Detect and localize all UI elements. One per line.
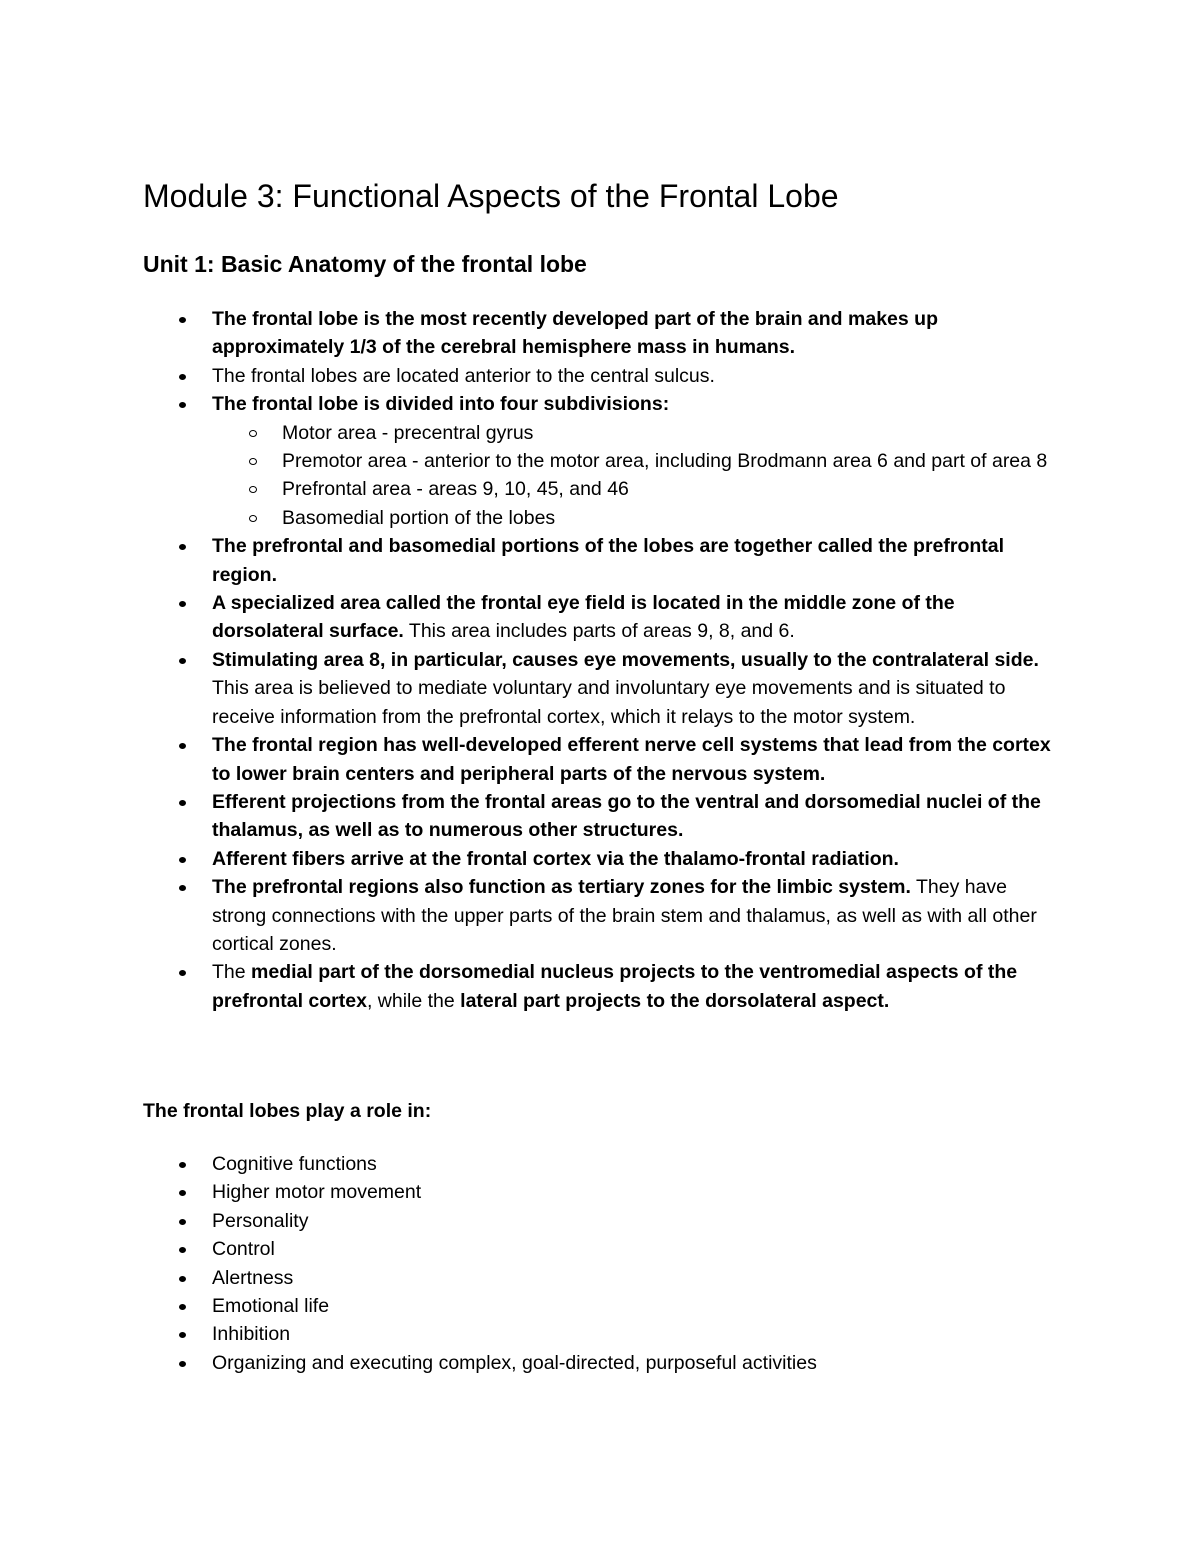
bullet-icon xyxy=(179,743,186,749)
roles-heading: The frontal lobes play a role in: xyxy=(143,1100,432,1122)
bullet-icon xyxy=(179,1162,186,1168)
list-item xyxy=(143,1292,1063,1320)
sub-list-item-text: Motor area - precentral gyrus xyxy=(282,421,534,444)
anatomy-bullet-list xyxy=(143,305,1063,1015)
unit-heading: Unit 1: Basic Anatomy of the frontal lobe xyxy=(143,251,587,277)
sub-list-item-text: Prefrontal area - areas 9, 10, 45, and 46 xyxy=(282,478,629,501)
bullet-icon xyxy=(179,374,186,380)
list-item xyxy=(143,845,1063,873)
list-item xyxy=(143,390,1063,418)
list-item-text: Control xyxy=(212,1238,275,1261)
hollow-bullet-icon xyxy=(249,486,257,493)
list-item xyxy=(143,1320,1063,1348)
bullet-icon xyxy=(179,658,186,664)
hollow-bullet-icon xyxy=(249,458,257,465)
list-item-text: Emotional life xyxy=(212,1295,330,1318)
list-item-text: Organizing and executing complex, goal-directed, purposeful activities xyxy=(212,1351,817,1374)
roles-bullet-list xyxy=(143,1150,1063,1377)
list-item-text: The prefrontal and basomedial portions of the lobes are together called the prefrontal region. xyxy=(212,535,1005,586)
sub-list-item xyxy=(143,504,1063,532)
bullet-icon xyxy=(179,402,186,408)
list-item xyxy=(143,305,1063,362)
list-item-text: Inhibition xyxy=(212,1323,291,1346)
bullet-icon xyxy=(179,601,186,607)
bullet-icon xyxy=(179,970,186,976)
list-item-text: Efferent projections from the frontal areas go to the ventral and dorsomedial nuclei of the thalamus, as well as to numerous other structures. xyxy=(212,790,1041,842)
list-item xyxy=(143,646,1063,731)
sub-list-item xyxy=(143,475,1063,503)
list-item xyxy=(143,532,1063,589)
list-item-text: The frontal lobe is divided into four subdivisions: xyxy=(212,393,670,416)
list-item xyxy=(143,1207,1063,1235)
bullet-icon xyxy=(179,1276,186,1282)
list-item xyxy=(143,589,1063,646)
bullet-icon xyxy=(179,885,186,891)
bullet-icon xyxy=(179,1361,186,1367)
list-item-text: Alertness xyxy=(212,1266,294,1289)
list-item xyxy=(143,1349,1063,1377)
list-item-text: Afferent fibers arrive at the frontal cortex via the thalamo-frontal radiation. xyxy=(212,847,899,870)
list-item-text: Personality xyxy=(212,1209,309,1232)
bullet-icon xyxy=(179,857,186,863)
list-item-text: The frontal lobe is the most recently developed part of the brain and makes up approximately 1/3 of the cerebral hemisphere mass in humans. xyxy=(212,308,938,359)
hollow-bullet-icon xyxy=(249,430,257,437)
list-item xyxy=(143,1178,1063,1206)
list-item xyxy=(143,362,1063,390)
bullet-icon xyxy=(179,1304,186,1310)
list-item xyxy=(143,1150,1063,1178)
list-item xyxy=(143,873,1063,958)
list-item xyxy=(143,1235,1063,1263)
bullet-icon xyxy=(179,1247,186,1253)
list-item xyxy=(143,731,1063,788)
list-item-text: The frontal lobes are located anterior to the central sulcus. xyxy=(212,364,715,387)
bullet-icon xyxy=(179,544,186,550)
sub-list-item-text: Basomedial portion of the lobes xyxy=(282,506,556,529)
list-item-text: The prefrontal regions also function as tertiary zones for the limbic system. They have strong connections with the upper parts of the brain stem and thalamus, as well as with all other cortical zones. xyxy=(212,876,1037,955)
list-item-text: Higher motor movement xyxy=(212,1181,422,1204)
bullet-icon xyxy=(179,1332,186,1338)
list-item-text: Stimulating area 8, in particular, causes eye movements, usually to the contralateral side. This area is believed to mediate voluntary and involuntary eye movements and is situated to receive information from the prefrontal cortex, which it relays to the motor system. xyxy=(212,648,1039,728)
page-title: Module 3: Functional Aspects of the Frontal Lobe xyxy=(143,178,839,214)
sub-list-item xyxy=(143,447,1063,475)
bullet-icon xyxy=(179,800,186,806)
bullet-icon xyxy=(179,1219,186,1225)
list-item xyxy=(143,788,1063,845)
hollow-bullet-icon xyxy=(249,515,257,522)
bullet-icon xyxy=(179,1190,186,1196)
list-item-text: The medial part of the dorsomedial nucleus projects to the ventromedial aspects of the prefrontal cortex, while the lateral part projects to the dorsolateral aspect. xyxy=(212,961,1018,1012)
bullet-icon xyxy=(179,317,186,323)
list-item-text: A specialized area called the frontal eye field is located in the middle zone of the dorsolateral surface. This area includes parts of areas 9, 8, and 6. xyxy=(212,592,955,643)
list-item-text: The frontal region has well-developed efferent nerve cell systems that lead from the cortex to lower brain centers and peripheral parts of the nervous system. xyxy=(212,734,1051,785)
list-item-text: Cognitive functions xyxy=(212,1153,377,1175)
list-item xyxy=(143,958,1063,1015)
sub-list-item-text: Premotor area - anterior to the motor area, including Brodmann area 6 and part of area 8 xyxy=(282,450,1048,473)
list-item xyxy=(143,1264,1063,1292)
sub-list-item xyxy=(143,419,1063,447)
